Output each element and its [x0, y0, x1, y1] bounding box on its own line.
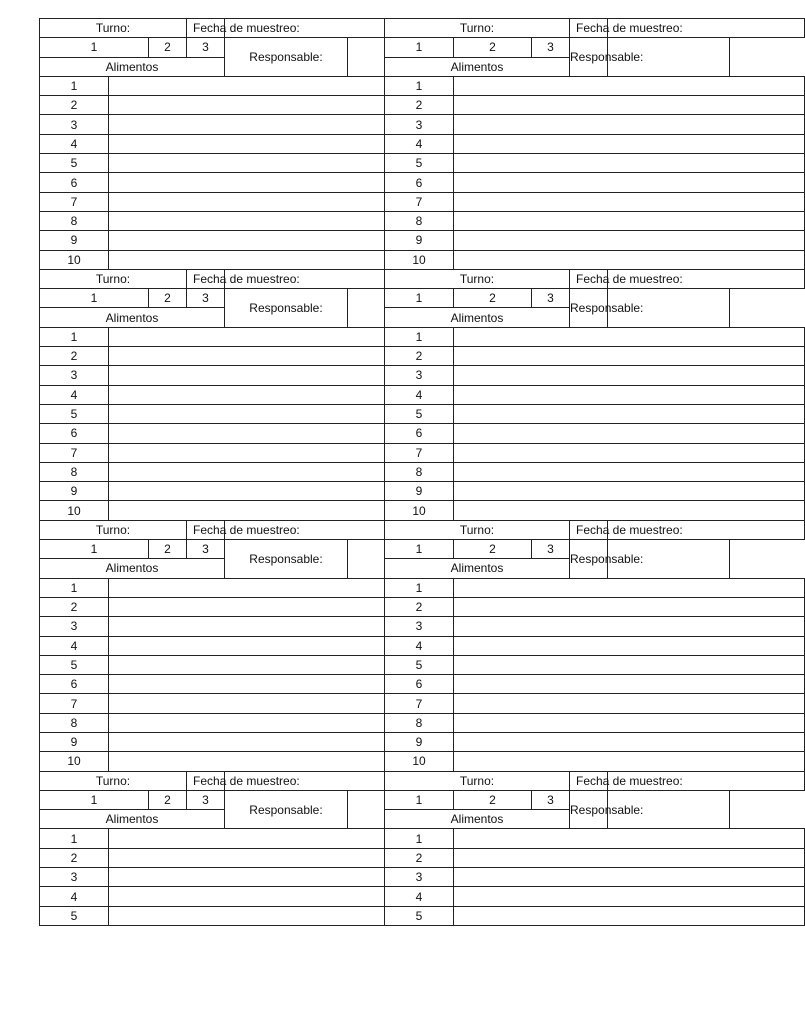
shift-option-2[interactable]: 2: [149, 289, 187, 308]
turno-label: Turno:: [385, 269, 570, 288]
food-item-field[interactable]: [454, 231, 805, 250]
shift-option-2[interactable]: 2: [454, 38, 532, 57]
item-number: 4: [40, 134, 109, 153]
food-item-row: [40, 443, 805, 462]
food-item-row: [40, 115, 805, 134]
item-number: 7: [385, 443, 454, 462]
fecha-de-muestreo-label: Fecha de muestreo:: [570, 19, 608, 38]
food-item-field[interactable]: [109, 578, 385, 597]
food-item-field[interactable]: [454, 462, 805, 481]
responsable-label: Responsable:: [225, 790, 348, 829]
item-number: 4: [385, 636, 454, 655]
food-item-field[interactable]: [109, 96, 385, 115]
food-item-field[interactable]: [109, 404, 385, 423]
item-number: 2: [385, 347, 454, 366]
food-item-row: [40, 173, 805, 192]
item-number: 2: [40, 597, 109, 616]
food-item-field[interactable]: [454, 424, 805, 443]
food-item-field[interactable]: [454, 482, 805, 501]
fecha-de-muestreo-label: Fecha de muestreo:: [187, 771, 225, 790]
item-number: 8: [40, 462, 109, 481]
item-number: 5: [40, 154, 109, 173]
shift-option-1[interactable]: 1: [40, 38, 149, 57]
responsable-label: Responsable:: [570, 540, 608, 579]
item-number: 6: [40, 675, 109, 694]
sampling-log-sheet: [39, 18, 729, 926]
food-item-row: [40, 154, 805, 173]
alimentos-label: Alimentos: [385, 57, 570, 76]
food-item-field[interactable]: [109, 694, 385, 713]
fecha-de-muestreo-label: Fecha de muestreo:: [570, 269, 608, 288]
item-number: 9: [40, 482, 109, 501]
food-item-field[interactable]: [109, 115, 385, 134]
shift-option-2[interactable]: 2: [149, 540, 187, 559]
shift-option-1[interactable]: 1: [385, 540, 454, 559]
item-number: 1: [40, 578, 109, 597]
item-number: 7: [40, 694, 109, 713]
sampling-log-table: [39, 18, 805, 926]
item-number: 8: [40, 713, 109, 732]
turno-label: Turno:: [385, 520, 570, 539]
responsable-label: Responsable:: [570, 289, 608, 328]
food-item-row: [40, 694, 805, 713]
shift-option-3[interactable]: 3: [532, 540, 570, 559]
food-item-field[interactable]: [454, 327, 805, 346]
item-number: 1: [385, 578, 454, 597]
food-item-field[interactable]: [109, 597, 385, 616]
food-item-row: [40, 482, 805, 501]
food-item-row: [40, 675, 805, 694]
item-number: 3: [40, 115, 109, 134]
food-item-field[interactable]: [454, 115, 805, 134]
food-item-row: [40, 732, 805, 751]
food-item-row: [40, 617, 805, 636]
food-item-field[interactable]: [109, 675, 385, 694]
food-item-field[interactable]: [454, 385, 805, 404]
food-item-row: [40, 231, 805, 250]
item-number: 2: [385, 96, 454, 115]
fecha-de-muestreo-label: Fecha de muestreo:: [187, 520, 225, 539]
item-number: 6: [385, 173, 454, 192]
food-item-row: [40, 366, 805, 385]
responsable-label: Responsable:: [225, 38, 348, 77]
turno-label: Turno:: [385, 771, 570, 790]
fecha-de-muestreo-label: Fecha de muestreo:: [570, 520, 608, 539]
food-item-field[interactable]: [454, 829, 805, 848]
food-item-field[interactable]: [454, 154, 805, 173]
food-item-row: [40, 868, 805, 887]
item-number: 7: [385, 694, 454, 713]
responsable-label: Responsable:: [570, 38, 608, 77]
shift-option-2[interactable]: 2: [454, 289, 532, 308]
responsable-field[interactable]: [348, 790, 385, 829]
item-number: 5: [385, 655, 454, 674]
fecha-de-muestreo-label: Fecha de muestreo:: [570, 771, 608, 790]
food-item-field[interactable]: [109, 231, 385, 250]
alimentos-label: Alimentos: [40, 559, 225, 578]
food-item-row: [40, 655, 805, 674]
food-item-field[interactable]: [454, 597, 805, 616]
item-number: 5: [385, 906, 454, 925]
food-item-row: [40, 578, 805, 597]
block-header-row: [40, 19, 805, 38]
alimentos-label: Alimentos: [385, 559, 570, 578]
responsable-field[interactable]: [348, 38, 385, 77]
food-item-field[interactable]: [109, 732, 385, 751]
food-item-row: [40, 887, 805, 906]
item-number: 10: [40, 250, 109, 269]
food-item-field[interactable]: [454, 636, 805, 655]
food-item-field[interactable]: [454, 578, 805, 597]
food-item-field[interactable]: [454, 173, 805, 192]
food-item-field[interactable]: [109, 829, 385, 848]
food-item-field[interactable]: [454, 96, 805, 115]
food-item-row: [40, 597, 805, 616]
shift-row: [40, 790, 805, 809]
shift-option-3[interactable]: 3: [532, 38, 570, 57]
item-number: 5: [40, 906, 109, 925]
item-number: 2: [40, 96, 109, 115]
food-item-row: [40, 462, 805, 481]
food-item-field[interactable]: [109, 192, 385, 211]
item-number: 4: [385, 385, 454, 404]
item-number: 9: [40, 732, 109, 751]
shift-option-3[interactable]: 3: [187, 289, 225, 308]
turno-label: Turno:: [40, 771, 187, 790]
food-item-field[interactable]: [109, 482, 385, 501]
item-number: 6: [385, 424, 454, 443]
turno-label: Turno:: [40, 269, 187, 288]
shift-option-2[interactable]: 2: [149, 38, 187, 57]
item-number: 6: [40, 424, 109, 443]
item-number: 10: [40, 752, 109, 771]
food-item-field[interactable]: [454, 501, 805, 520]
food-item-field[interactable]: [109, 327, 385, 346]
item-number: 6: [40, 173, 109, 192]
item-number: 9: [40, 231, 109, 250]
shift-option-2[interactable]: 2: [454, 790, 532, 809]
food-item-field[interactable]: [454, 347, 805, 366]
item-number: 10: [385, 501, 454, 520]
item-number: 4: [40, 887, 109, 906]
item-number: 10: [385, 250, 454, 269]
food-item-field[interactable]: [454, 617, 805, 636]
shift-option-1[interactable]: 1: [385, 790, 454, 809]
item-number: 1: [40, 76, 109, 95]
alimentos-label: Alimentos: [40, 308, 225, 327]
food-item-field[interactable]: [109, 501, 385, 520]
item-number: 6: [385, 675, 454, 694]
food-item-field[interactable]: [454, 848, 805, 867]
food-item-row: [40, 424, 805, 443]
shift-option-3[interactable]: 3: [187, 540, 225, 559]
food-item-field[interactable]: [454, 868, 805, 887]
block-header-row: [40, 771, 805, 790]
item-number: 8: [385, 713, 454, 732]
food-item-row: [40, 250, 805, 269]
alimentos-label: Alimentos: [385, 810, 570, 829]
item-number: 3: [385, 617, 454, 636]
food-item-field[interactable]: [454, 134, 805, 153]
food-item-row: [40, 906, 805, 925]
item-number: 3: [385, 115, 454, 134]
food-item-field[interactable]: [109, 173, 385, 192]
item-number: 1: [385, 327, 454, 346]
food-item-field[interactable]: [454, 655, 805, 674]
item-number: 7: [40, 192, 109, 211]
food-item-field[interactable]: [109, 154, 385, 173]
food-item-row: [40, 347, 805, 366]
food-item-field[interactable]: [454, 732, 805, 751]
food-item-field[interactable]: [454, 694, 805, 713]
food-item-row: [40, 636, 805, 655]
food-item-field[interactable]: [109, 636, 385, 655]
food-item-field[interactable]: [109, 887, 385, 906]
food-item-field[interactable]: [109, 752, 385, 771]
food-item-field[interactable]: [109, 848, 385, 867]
item-number: 3: [40, 868, 109, 887]
food-item-field[interactable]: [454, 250, 805, 269]
shift-row: [40, 38, 805, 57]
food-item-field[interactable]: [109, 250, 385, 269]
item-number: 8: [40, 211, 109, 230]
food-item-row: [40, 752, 805, 771]
fecha-de-muestreo-label: Fecha de muestreo:: [187, 269, 225, 288]
item-number: 9: [385, 732, 454, 751]
food-item-row: [40, 848, 805, 867]
food-item-field[interactable]: [109, 443, 385, 462]
item-number: 4: [40, 385, 109, 404]
shift-option-3[interactable]: 3: [187, 38, 225, 57]
item-number: 10: [40, 501, 109, 520]
item-number: 4: [385, 134, 454, 153]
food-item-field[interactable]: [109, 347, 385, 366]
item-number: 9: [385, 231, 454, 250]
item-number: 10: [385, 752, 454, 771]
food-item-field[interactable]: [109, 906, 385, 925]
food-item-row: [40, 501, 805, 520]
item-number: 5: [40, 404, 109, 423]
item-number: 1: [40, 829, 109, 848]
turno-label: Turno:: [40, 19, 187, 38]
food-item-row: [40, 829, 805, 848]
item-number: 3: [385, 366, 454, 385]
item-number: 5: [40, 655, 109, 674]
shift-row: [40, 540, 805, 559]
food-item-field[interactable]: [109, 211, 385, 230]
shift-option-1[interactable]: 1: [40, 289, 149, 308]
item-number: 4: [40, 636, 109, 655]
responsable-label: Responsable:: [570, 790, 608, 829]
food-item-field[interactable]: [109, 424, 385, 443]
item-number: 5: [385, 404, 454, 423]
responsable-label: Responsable:: [225, 289, 348, 328]
food-item-row: [40, 385, 805, 404]
item-number: 7: [40, 443, 109, 462]
food-item-field[interactable]: [454, 211, 805, 230]
food-item-row: [40, 134, 805, 153]
food-item-field[interactable]: [454, 76, 805, 95]
alimentos-label: Alimentos: [385, 308, 570, 327]
food-item-row: [40, 211, 805, 230]
food-item-field[interactable]: [454, 404, 805, 423]
responsable-field[interactable]: [348, 540, 385, 579]
item-number: 8: [385, 211, 454, 230]
food-item-field[interactable]: [454, 887, 805, 906]
shift-option-1[interactable]: 1: [385, 289, 454, 308]
food-item-row: [40, 327, 805, 346]
shift-option-1[interactable]: 1: [40, 790, 149, 809]
food-item-row: [40, 192, 805, 211]
item-number: 8: [385, 462, 454, 481]
item-number: 4: [385, 887, 454, 906]
food-item-row: [40, 96, 805, 115]
food-item-field[interactable]: [109, 713, 385, 732]
shift-option-3[interactable]: 3: [187, 790, 225, 809]
alimentos-label: Alimentos: [40, 810, 225, 829]
food-item-field[interactable]: [109, 134, 385, 153]
food-item-field[interactable]: [454, 713, 805, 732]
turno-label: Turno:: [385, 19, 570, 38]
shift-option-3[interactable]: 3: [532, 289, 570, 308]
food-item-field[interactable]: [109, 655, 385, 674]
food-item-field[interactable]: [109, 462, 385, 481]
item-number: 3: [385, 868, 454, 887]
food-item-field[interactable]: [109, 76, 385, 95]
food-item-row: [40, 76, 805, 95]
food-item-field[interactable]: [109, 385, 385, 404]
item-number: 3: [40, 366, 109, 385]
food-item-field[interactable]: [109, 868, 385, 887]
item-number: 2: [385, 848, 454, 867]
fecha-de-muestreo-label: Fecha de muestreo:: [187, 19, 225, 38]
food-item-field[interactable]: [454, 675, 805, 694]
food-item-field[interactable]: [454, 443, 805, 462]
shift-option-2[interactable]: 2: [454, 540, 532, 559]
block-header-row: [40, 269, 805, 288]
shift-option-2[interactable]: 2: [149, 790, 187, 809]
shift-row: [40, 289, 805, 308]
item-number: 2: [40, 347, 109, 366]
food-item-field[interactable]: [454, 366, 805, 385]
item-number: 1: [40, 327, 109, 346]
responsable-label: Responsable:: [225, 540, 348, 579]
responsable-field[interactable]: [348, 289, 385, 328]
item-number: 3: [40, 617, 109, 636]
item-number: 2: [385, 597, 454, 616]
item-number: 1: [385, 76, 454, 95]
food-item-field[interactable]: [454, 192, 805, 211]
alimentos-label: Alimentos: [40, 57, 225, 76]
item-number: 9: [385, 482, 454, 501]
item-number: 1: [385, 829, 454, 848]
shift-option-1[interactable]: 1: [40, 540, 149, 559]
shift-option-1[interactable]: 1: [385, 38, 454, 57]
food-item-row: [40, 713, 805, 732]
food-item-field[interactable]: [454, 752, 805, 771]
item-number: 2: [40, 848, 109, 867]
turno-label: Turno:: [40, 520, 187, 539]
item-number: 7: [385, 192, 454, 211]
item-number: 5: [385, 154, 454, 173]
food-item-row: [40, 404, 805, 423]
shift-option-3[interactable]: 3: [532, 790, 570, 809]
food-item-field[interactable]: [454, 906, 805, 925]
food-item-field[interactable]: [109, 617, 385, 636]
block-header-row: [40, 520, 805, 539]
food-item-field[interactable]: [109, 366, 385, 385]
